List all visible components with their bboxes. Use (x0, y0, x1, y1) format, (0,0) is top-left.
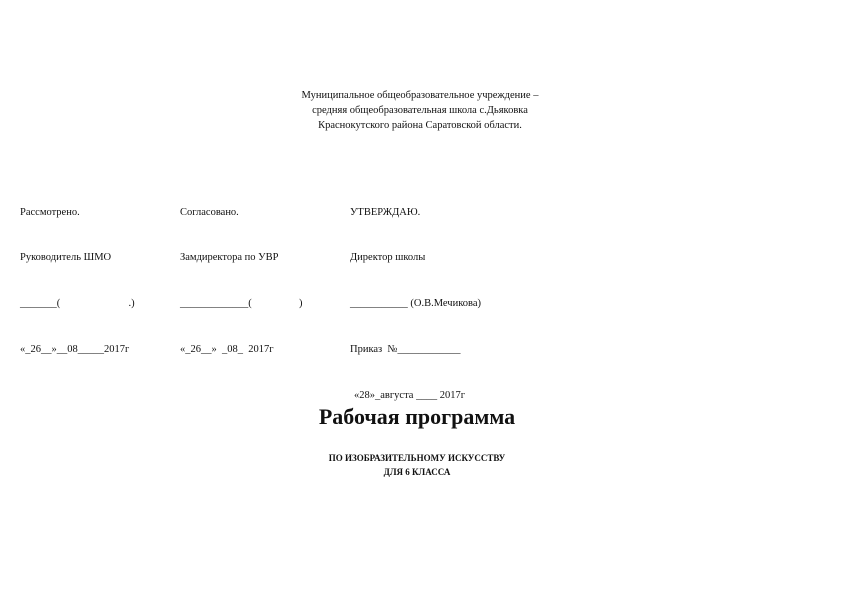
school-header (210, 88, 630, 133)
document-title: Рабочая программа (318, 404, 516, 429)
agreed-column (180, 174, 345, 388)
document-subtitle (210, 451, 624, 479)
approved-signature: ___________ (О.В.Мечикова) (350, 298, 481, 310)
approved-order: Приказ №____________ (350, 344, 461, 356)
approved-column (350, 174, 550, 434)
approved-heading: УТВЕРЖДАЮ. (350, 206, 421, 218)
reviewed-heading: Рассмотрено. (20, 206, 80, 218)
reviewed-signature: _______( .) (20, 298, 135, 310)
subtitle-line-2: ДЛЯ 6 КЛАССА (383, 467, 451, 477)
agreed-signature: _____________( ) (180, 298, 303, 310)
header-line-1: Муниципальное общеобразовательное учреждение – (301, 90, 539, 101)
approved-date: «28»_августа ____ 2017г (354, 390, 466, 402)
agreed-heading: Согласовано. (180, 206, 239, 218)
header-line-2: средняя общеобразовательная школа с.Дьяковка (312, 105, 528, 116)
subtitle-line-1: ПО ИЗОБРАЗИТЕЛЬНОМУ ИСКУССТВУ (328, 453, 506, 463)
approved-role: Директор школы (350, 252, 426, 264)
agreed-role: Замдиректора по УВР (180, 252, 279, 264)
header-line-3: Краснокутского района Саратовской области. (318, 120, 522, 131)
agreed-date: «_26__» _08_ 2017г (180, 344, 274, 356)
reviewed-role: Руководитель ШМО (20, 252, 112, 264)
reviewed-column (20, 174, 170, 388)
reviewed-date: «_26__»__08_____2017г (20, 344, 130, 356)
